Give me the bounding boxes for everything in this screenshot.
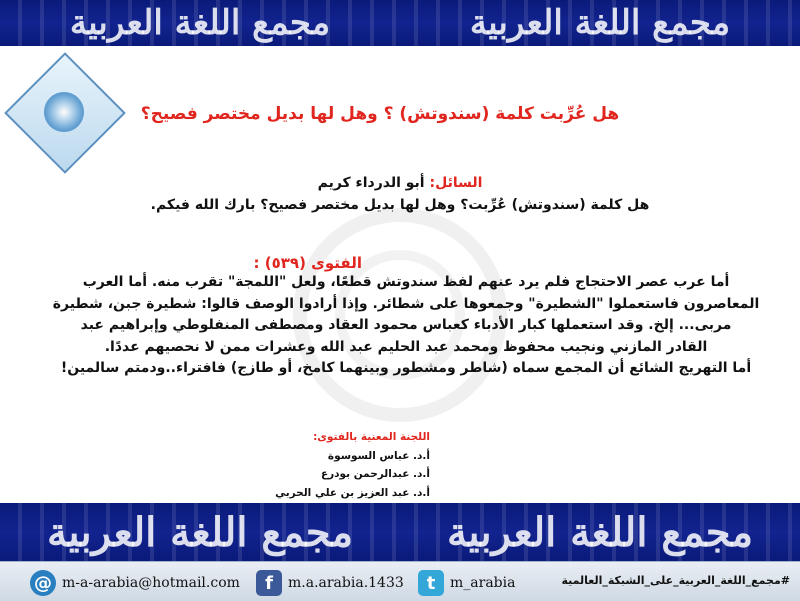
answer-line: أما عرب عصر الاحتجاج فلم يرد عنهم لفظ سندوتش قطعًا، ولعل "اللمجة" تقرب منه. أما العرب (82, 274, 730, 290)
committee-member: أ.د. عبدالرحمن بودرع (320, 468, 430, 480)
banner-motif-text: مجمع اللغة العربية (46, 508, 354, 556)
footer-twitter[interactable] (418, 570, 515, 596)
email-link[interactable]: m-a-arabia@hotmail.com (62, 575, 240, 591)
question-block (80, 172, 720, 216)
fatwa-label: الفتوى (٥٣٩) : (253, 254, 362, 272)
asker-label: السائل: (429, 175, 483, 191)
answer-line: مربى... إلخ. وقد استعملها كبار الأدباء كعباس محمود العقاد ومصطفى المنفلوطي وإبراهيم عبد (80, 317, 732, 333)
committee-member: أ.د. عبد العزيز بن علي الحربي (275, 486, 430, 499)
twitter-link[interactable]: m_arabia (450, 575, 516, 591)
committee-block (250, 428, 430, 502)
answer-line: المعاصرون فاستعملوا "الشطيرة" وجمعوها على شطائر. وإذا أرادوا الوصف قالوا: شطيرة جبن، شطيرة (52, 295, 760, 312)
committee-member: أ.د. عباس السوسوة (327, 449, 430, 462)
email-icon: @ (30, 570, 56, 596)
twitter-icon: t (418, 570, 444, 596)
banner-motif (0, 503, 800, 561)
footer-hashtag[interactable]: #مجمع_اللغة_العربية_على_الشبكة_العالمية (561, 574, 790, 587)
question-text: هل كلمة (سندوتش) عُرِّبت؟ وهل لها بديل مختصر فصيح؟ بارك الله فيكم. (150, 197, 650, 213)
page-title: هل عُرِّبت كلمة (سندوتش) ؟ وهل لها بديل مختصر فصيح؟ (140, 104, 620, 124)
facebook-icon: f (256, 570, 282, 596)
footer-bar (0, 561, 800, 601)
committee-heading: اللجنة المعنية بالفتوى: (313, 431, 430, 443)
asker-line (80, 172, 720, 194)
banner-motif-text: مجمع اللغة العربية (446, 508, 754, 556)
facebook-link[interactable]: m.a.arabia.1433 (288, 575, 404, 591)
fatwa-answer (28, 272, 784, 380)
answer-line: أما التهريج الشائع أن المجمع سماه (شاطر ومشطور وبينهما كامخ، أو طازج) فافتراء..ودمتم سالمين! (60, 360, 752, 376)
banner-motif-text: مجمع اللغة العربية (69, 3, 331, 43)
asker-name: أبو الدرداء كريم (317, 175, 425, 191)
banner-motif-text: مجمع اللغة العربية (469, 3, 731, 43)
footer-email[interactable] (30, 570, 240, 596)
answer-line: القادر المازني ونجيب محفوظ ومحمد عبد الحليم عبد الله وعشرات ممن لا نحصيهم عددًا. (104, 338, 708, 355)
bottom-banner (0, 503, 800, 561)
footer-facebook[interactable] (256, 570, 404, 596)
